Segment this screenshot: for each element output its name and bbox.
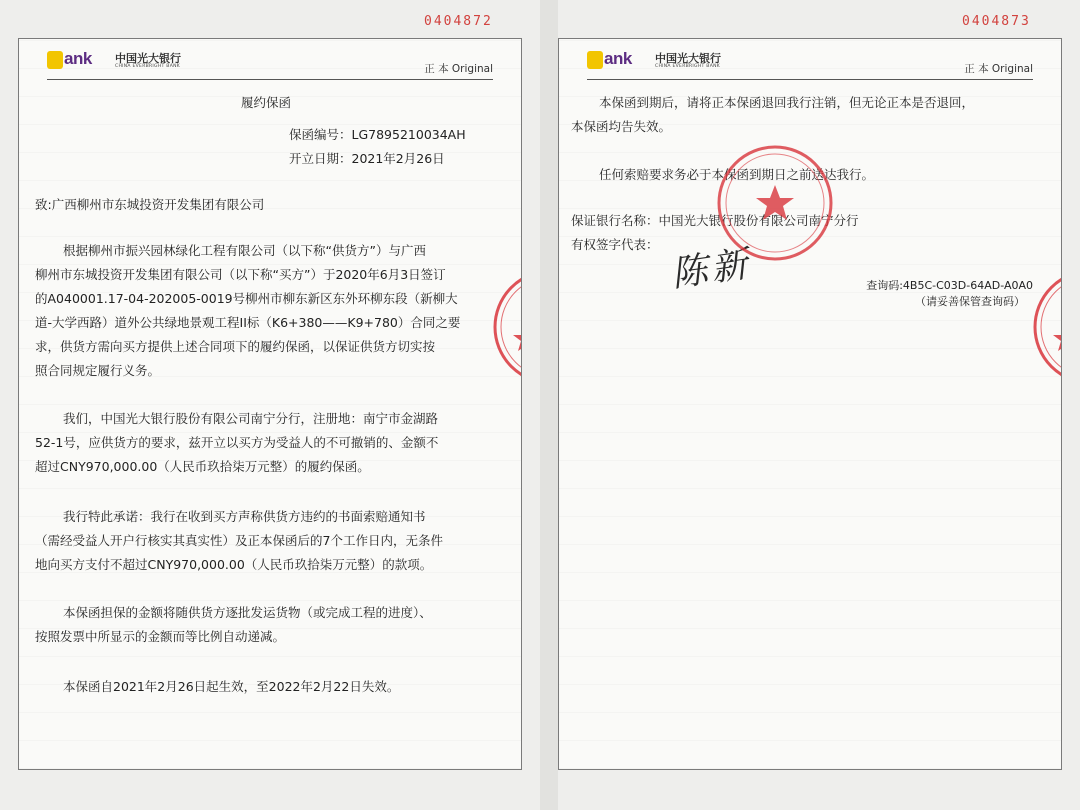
- text-line: （需经受益人开户行核实其真实性）及正本保函后的7个工作日内，无条件: [35, 533, 443, 548]
- authorized-signatory: 有权签字代表：: [571, 237, 659, 252]
- text-line: 求，供货方需向买方提供上述合同项下的履约保函，以保证供货方切实按: [35, 339, 436, 354]
- recipient-line: 致:广西柳州市东城投资开发集团有限公司: [35, 197, 265, 212]
- text-line: 道-大学西路）道外公共绿地景观工程II标（K6+380——K9+780）合同之要: [35, 315, 461, 330]
- text-line: 按照发票中所显示的金额而等比例自动递减。: [35, 629, 286, 644]
- serial-number-right: 0404873: [962, 14, 1031, 29]
- bank-logo-text: ank: [64, 49, 92, 68]
- text-line: 我们，中国光大银行股份有限公司南宁分行，注册地：南宁市金湖路: [63, 411, 439, 426]
- letterhead: [47, 49, 493, 80]
- guarantor-bank: 保证银行名称：中国光大银行股份有限公司南宁分行: [571, 213, 859, 228]
- guarantee-page-left: [18, 38, 522, 770]
- page-gutter: [540, 0, 558, 810]
- text-line: 超过CNY970,000.00（人民币玖拾柒万元整）的履约保函。: [35, 459, 370, 474]
- bank-name-en: CHINA EVERBRIGHT BANK: [115, 64, 180, 69]
- query-code: 查询码:4B5C-C03D-64AD-A0A0: [866, 279, 1033, 292]
- text-line: 本保函担保的金额将随供货方逐批发运货物（或完成工程的进度）、: [63, 605, 432, 620]
- bank-logo-text: ank: [604, 49, 632, 68]
- text-line: 本保函均告失效。: [571, 119, 672, 134]
- letterhead: [587, 49, 1033, 80]
- bank-seal-stamp: [715, 143, 835, 263]
- bank-name-cn: 中国光大银行: [655, 52, 721, 65]
- text-line: 照合同规定履行义务。: [35, 363, 161, 378]
- text-line: 地向买方支付不超过CNY970,000.00（人民币玖拾柒万元整）的款项。: [35, 557, 433, 572]
- original-copy-label: 正 本 Original: [964, 63, 1033, 75]
- bank-logo-icon: [47, 51, 63, 69]
- text-line: 52-1号，应供货方的要求，兹开立以买方为受益人的不可撤销的、金额不: [35, 435, 439, 450]
- guarantee-page-right: [558, 38, 1062, 770]
- handwritten-signature: 陈新: [668, 243, 754, 296]
- text-line: 的A040001.17-04-202005-0019号柳州市柳东新区东外环柳东段（新柳大: [35, 291, 458, 306]
- original-copy-label: 正 本 Original: [424, 63, 493, 75]
- bank-logo-icon: [587, 51, 603, 69]
- bank-seal-stamp-partial: [1031, 267, 1062, 387]
- serial-number-left: 0404872: [424, 14, 493, 29]
- validity-period: 本保函自2021年2月26日起生效，至2022年2月22日失效。: [63, 679, 400, 694]
- bank-name-en: CHINA EVERBRIGHT BANK: [655, 64, 720, 69]
- document-title: 履约保函: [241, 95, 292, 110]
- text-line: 根据柳州市振兴园林绿化工程有限公司（以下称“供货方”）与广西: [63, 243, 426, 258]
- text-line: 柳州市东城投资开发集团有限公司（以下称“买方”）于2020年6月3日签订: [35, 267, 446, 282]
- query-code-note: （请妥善保管查询码）: [915, 295, 1025, 308]
- claim-deadline: 任何索赔要求务必于本保函到期日之前送达我行。: [599, 167, 875, 182]
- text-line: 我行特此承诺：我行在收到买方声称供货方违约的书面索赔通知书: [63, 509, 426, 524]
- issue-date: 开立日期：2021年2月26日: [289, 151, 445, 166]
- bank-seal-stamp-partial: [491, 267, 522, 387]
- text-line: 本保函到期后，请将正本保函退回我行注销，但无论正本是否退回，: [599, 95, 975, 110]
- bank-name-cn: 中国光大银行: [115, 52, 181, 65]
- guarantee-number: 保函编号：LG7895210034AH: [289, 127, 466, 142]
